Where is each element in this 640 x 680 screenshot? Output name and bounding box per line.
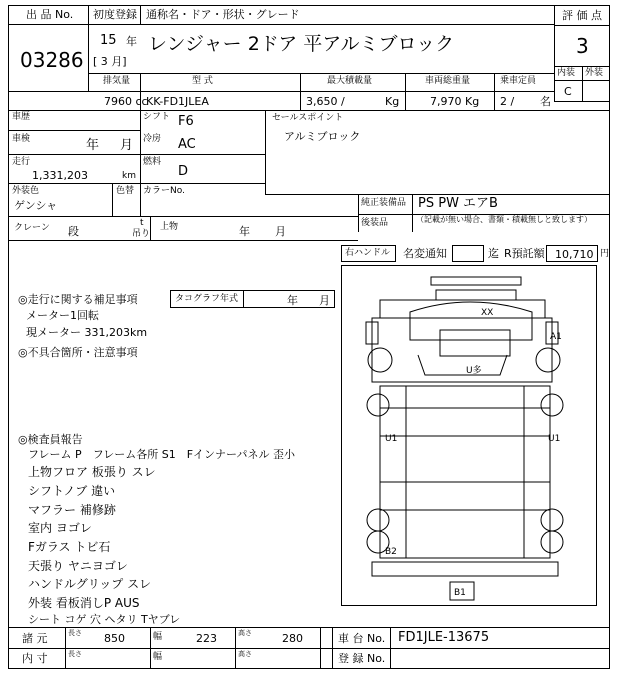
report-line: 外装 看板消しP AUS <box>28 596 140 610</box>
gross-weight-value: 7,970 Kg <box>430 95 480 108</box>
model-code-value: KK-FD1JLEA <box>146 95 209 108</box>
tachograph-year-unit: 年 <box>287 294 298 307</box>
diagram-label: A1 <box>550 332 562 342</box>
max-capacity-label: 最大積載量 <box>327 76 373 86</box>
interior-length-label: 長さ <box>68 650 82 658</box>
max-capacity-value: 3,650 / <box>306 95 345 108</box>
upper-body-label: 上物 <box>160 222 179 232</box>
tachograph-label: タコグラフ年式 <box>175 294 239 304</box>
recycle-deposit-value: 10,710 <box>555 248 594 261</box>
report-line: ハンドルグリップ スレ <box>28 577 152 591</box>
report-line: 天張り ヤニヨゴレ <box>28 559 128 573</box>
mileage-label: 走行 <box>12 157 31 167</box>
genuine-equipment-value: PS PW エアB <box>418 196 498 211</box>
upper-body-year-unit: 年 <box>239 225 250 238</box>
first-registration-month: [ 3 月] <box>93 55 127 68</box>
chassis-number-value: FD1JLE-13675 <box>398 630 490 645</box>
air-conditioner-label: 冷房 <box>143 134 162 144</box>
inspection-label: 車検 <box>12 134 31 144</box>
report-line: マフラー 補修跡 <box>28 503 116 517</box>
interior-width-label: 幅 <box>153 652 163 662</box>
gross-weight-label: 車両総重量 <box>425 76 471 86</box>
exterior-color-value: ゲンシャ <box>14 199 58 212</box>
first-registration-year-unit: 年 <box>126 35 137 48</box>
model-header-label: 通称名・ドア・形状・グレード <box>146 8 300 21</box>
mileage-notes-heading: ◎走行に関する補足事項 <box>18 293 138 306</box>
sales-points-label: セールスポイント <box>272 113 344 123</box>
inspection-month-unit: 月 <box>120 138 134 153</box>
width-value: 223 <box>196 632 217 645</box>
upper-body-month-unit: 月 <box>275 225 286 238</box>
displacement-label: 排気量 <box>103 76 131 86</box>
width-label: 幅 <box>153 632 163 642</box>
sales-points-value: アルミブロック <box>284 130 361 143</box>
model-name: レンジャー 2ドア 平アルミブロック <box>148 33 455 55</box>
specs-dims-label: 諸 元 <box>22 632 48 645</box>
fuel-label: 燃料 <box>143 157 162 167</box>
mileage-value: 1,331,203 <box>32 169 88 182</box>
inspector-report-heading: ◎検査員報告 <box>18 433 83 446</box>
seating-capacity-unit: 名 <box>540 95 551 108</box>
first-registration-label: 初度登録 <box>93 8 137 21</box>
length-label: 長さ <box>68 629 82 637</box>
interior-grade-label: 内装 <box>557 68 576 78</box>
recycle-deposit-label: R預託額 <box>504 247 545 260</box>
right-hand-drive-label: 右ハンドル <box>345 248 391 258</box>
seating-capacity-label: 乗車定員 <box>500 76 537 86</box>
lot-number-label: 出 品 No. <box>26 8 74 21</box>
lot-number: 03286 <box>20 48 84 72</box>
yen-unit: 円 <box>600 249 610 259</box>
history-label: 車歴 <box>12 112 31 122</box>
air-conditioner-value: AC <box>178 137 196 152</box>
score-value: 3 <box>576 34 589 58</box>
exterior-color-label: 外装色 <box>12 186 40 196</box>
height-label: 高さ <box>238 629 252 637</box>
meter-note-1: メーター1回転 <box>26 309 99 322</box>
displacement-value: 7960 cc <box>104 95 148 108</box>
fuel-value: D <box>178 164 189 179</box>
chassis-number-label: 車 台 No. <box>338 632 386 645</box>
color-change-label: 色替 <box>116 186 135 196</box>
score-label: 評 価 点 <box>562 9 602 22</box>
inspection-year-unit: 年 <box>86 138 100 153</box>
first-registration-year: 15 <box>100 33 117 48</box>
crane-ton-unit: t <box>140 218 144 228</box>
diagram-label: B1 <box>454 588 466 598</box>
report-line: シフトノブ 違い <box>28 484 116 498</box>
crane-stage-unit: 段 <box>68 225 79 238</box>
report-line: 室内 ヨゴレ <box>28 521 92 535</box>
diagram-label: U1 <box>385 434 398 444</box>
shift-value: F6 <box>178 114 194 129</box>
report-line: 上物フロア 板張り スレ <box>28 465 156 479</box>
aftermarket-note: （記載が無い場合、書類・積載無しと致します） <box>416 215 592 224</box>
crane-label: クレーン <box>14 223 50 233</box>
interior-dims-label: 内 寸 <box>22 652 48 665</box>
diagram-label: U多 <box>466 366 482 376</box>
diagram-label: U1 <box>548 434 561 444</box>
report-line: Fガラス トビ石 <box>28 540 111 554</box>
mileage-unit: km <box>122 171 136 181</box>
report-line: シート コゲ 穴 ヘタリ Tヤブレ <box>28 613 181 626</box>
shift-label: シフト <box>143 112 171 122</box>
max-capacity-unit: Kg <box>385 95 400 108</box>
exterior-grade-label: 外装 <box>585 68 604 78</box>
interior-grade-value: C <box>564 85 572 98</box>
aftermarket-label: 後装品 <box>361 218 389 228</box>
diagram-label: B2 <box>385 547 397 557</box>
defects-heading: ◎不具合箇所・注意事項 <box>18 346 138 359</box>
name-change-label: 名変通知 <box>403 247 447 260</box>
meter-note-2: 現メーター 331,203km <box>26 326 148 339</box>
model-code-label: 型 式 <box>192 76 213 86</box>
diagram-label: XX <box>481 308 494 318</box>
length-value: 850 <box>104 632 125 645</box>
tachograph-month-unit: 月 <box>319 294 330 307</box>
height-value: 280 <box>282 632 303 645</box>
crane-hook-unit: 吊り <box>132 229 151 239</box>
registration-number-label: 登 録 No. <box>338 652 386 665</box>
interior-height-label: 高さ <box>238 650 252 658</box>
report-line: フレーム P フレーム各所 S1 Fインナーパネル 歪小 <box>28 448 295 461</box>
deposit-deadline-label: 迄 <box>488 247 499 260</box>
genuine-equipment-label: 純正装備品 <box>361 198 407 208</box>
color-number-label: カラーNo. <box>143 186 185 196</box>
seating-capacity-value: 2 / <box>500 95 515 108</box>
